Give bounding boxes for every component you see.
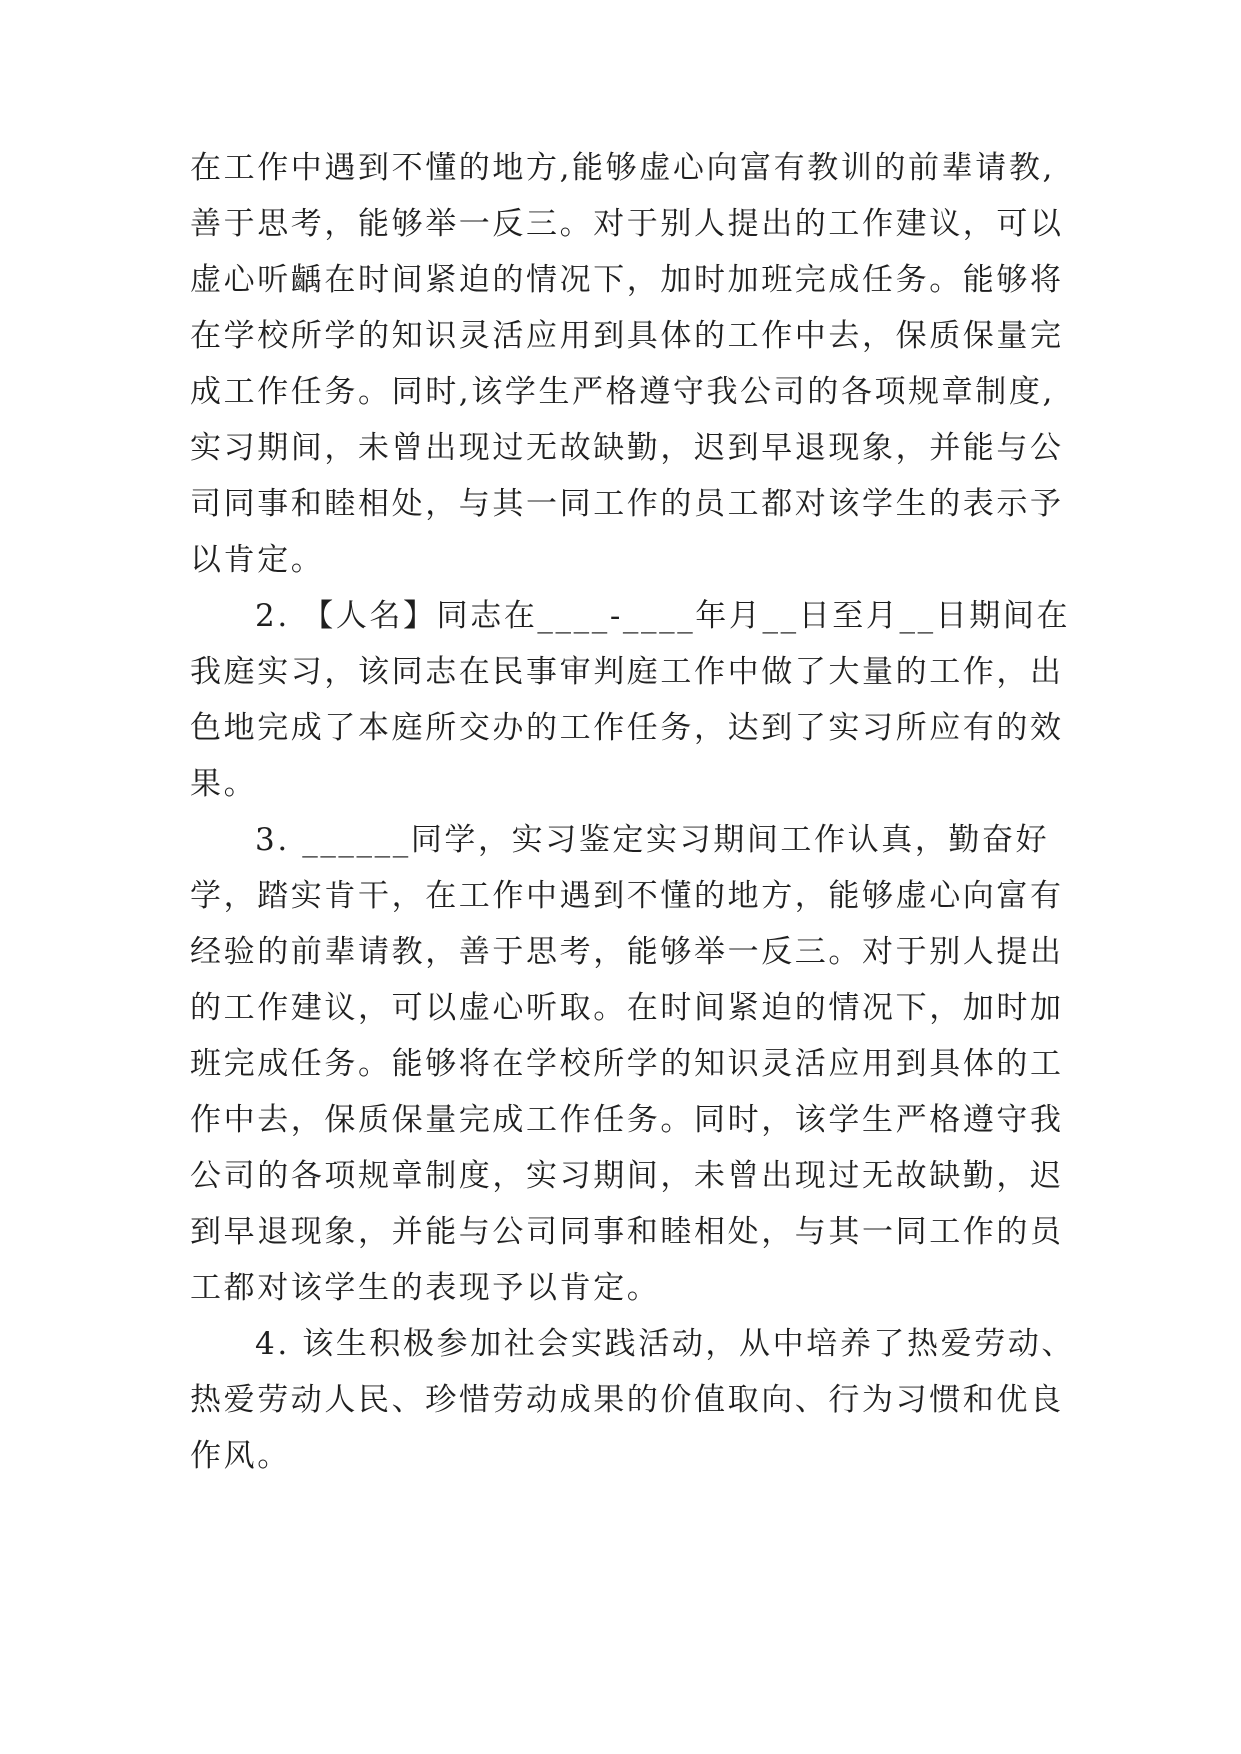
text-line: 热爱劳动人民、珍惜劳动成果的价值取向、行为习惯和优良: [190, 1382, 1064, 1418]
text-line: 作中去，保质保量完成工作任务。同时，该学生严格遵守我: [190, 1102, 1064, 1138]
text-line: 公司的各项规章制度，实习期间，未曾出现过无故缺勤，迟: [190, 1158, 1064, 1194]
text-line: 工都对该学生的表现予以肯定。: [190, 1270, 661, 1306]
text-line: 的工作建议，可以虚心听取。在时间紧迫的情况下，加时加: [190, 990, 1064, 1026]
paragraph-3-first-line: 3. ______同学，实习鉴定实习期间工作认真，勤奋好: [255, 822, 1050, 858]
text-line: 我庭实习，该同志在民事审判庭工作中做了大量的工作，出: [190, 654, 1064, 690]
text-line: 在工作中遇到不懂的地方,能够虚心向富有教训的前辈请教,: [190, 150, 1055, 186]
text-line: 实习期间，未曾出现过无故缺勤，迟到早退现象，并能与公: [190, 430, 1064, 466]
text-line: 到早退现象，并能与公司同事和睦相处，与其一同工作的员: [190, 1214, 1064, 1250]
text-line: 果。: [190, 766, 258, 802]
text-line: 虚心听齲在时间紧迫的情况下，加时加班完成任务。能够将: [190, 262, 1064, 298]
text-line: 班完成任务。能够将在学校所学的知识灵活应用到具体的工: [190, 1046, 1064, 1082]
text-line: 成工作任务。同时,该学生严格遵守我公司的各项规章制度,: [190, 374, 1055, 410]
paragraph-4-first-line: 4. 该生积极参加社会实践活动，从中培养了热爱劳动、: [255, 1326, 1076, 1362]
paragraph-2-first-line: 2. 【人名】同志在____-____年月__日至月__日期间在: [255, 598, 1071, 634]
text-line: 司同事和睦相处，与其一同工作的员工都对该学生的表示予: [190, 486, 1064, 522]
text-line: 作风。: [190, 1438, 291, 1474]
text-line: 学，踏实肯干，在工作中遇到不懂的地方，能够虚心向富有: [190, 878, 1064, 914]
text-line: 在学校所学的知识灵活应用到具体的工作中去，保质保量完: [190, 318, 1064, 354]
text-line: 经验的前辈请教，善于思考，能够举一反三。对于别人提出: [190, 934, 1064, 970]
text-line: 色地完成了本庭所交办的工作任务，达到了实习所应有的效: [190, 710, 1064, 746]
text-line: 善于思考，能够举一反三。对于别人提出的工作建议，可以: [190, 206, 1064, 242]
text-line: 以肯定。: [190, 542, 325, 578]
